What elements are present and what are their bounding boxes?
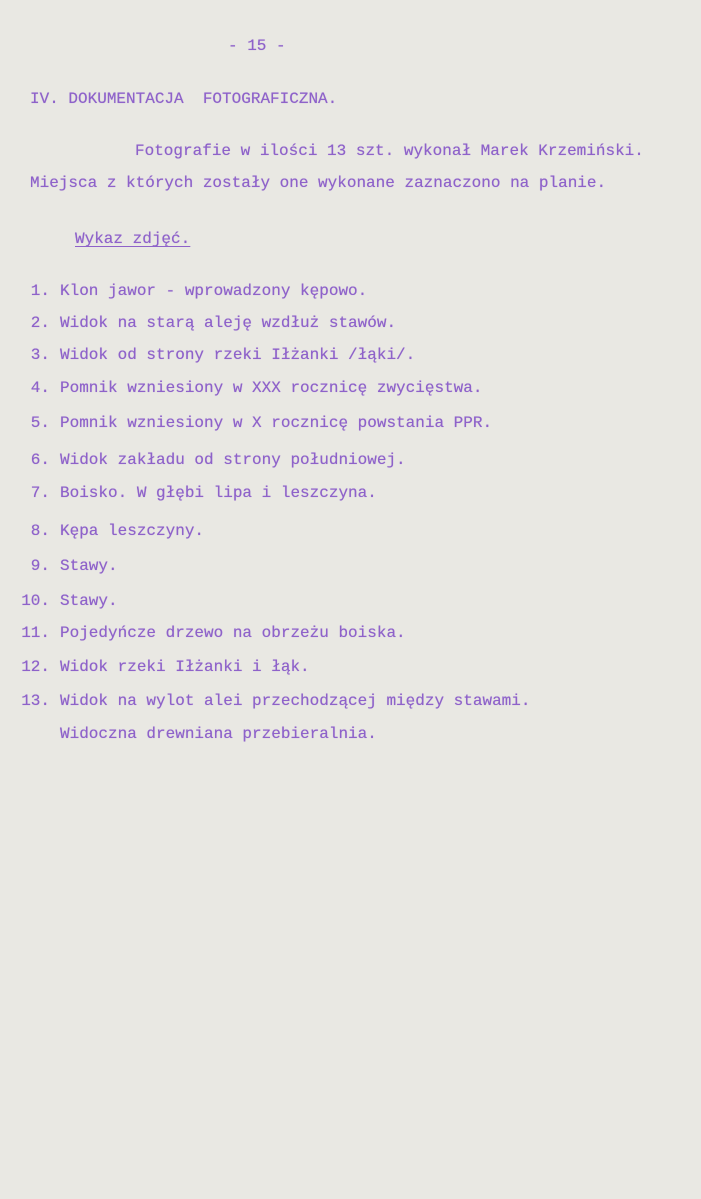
list-item-text: Widok od strony rzeki Iłżanki /łąki/. <box>60 346 416 364</box>
page-number: - 15 - <box>228 37 286 55</box>
list-item-number: 9. <box>30 557 50 575</box>
list-item <box>0 413 680 433</box>
list-item <box>0 623 680 643</box>
list-item-text: Widok zakładu od strony południowej. <box>60 451 406 469</box>
list-item-number: 11. <box>21 624 50 642</box>
list-item <box>0 313 680 333</box>
list-item-number: 12. <box>21 658 50 676</box>
list-item <box>0 657 680 677</box>
list-item-number: 2. <box>30 314 50 332</box>
list-item <box>0 691 680 711</box>
list-item-number: 1. <box>30 282 50 300</box>
section-heading: IV. DOKUMENTACJA FOTOGRAFICZNA. <box>30 90 338 108</box>
list-item-text: Pomnik wzniesiony w XXX rocznicę zwycięstwa. <box>60 379 483 397</box>
list-item-number: 3. <box>30 346 50 364</box>
list-item <box>0 345 680 365</box>
list-item-text: Stawy. <box>60 592 118 610</box>
list-item-number: 10. <box>21 592 50 610</box>
list-item <box>0 591 680 611</box>
list-item-number: 7. <box>30 484 50 502</box>
list-item-text: Widok na wylot alei przechodzącej między stawami. <box>60 692 531 710</box>
list-item-text: Pojedyńcze drzewo na obrzeżu boiska. <box>60 624 406 642</box>
list-item <box>0 450 680 470</box>
list-title: Wykaz zdjęć. <box>75 230 191 248</box>
list-item-text: Kępa leszczyny. <box>60 522 205 540</box>
list-item <box>0 378 680 398</box>
paragraph-line-2: Miejsca z których zostały one wykonane zaznaczono na planie. <box>30 174 607 192</box>
list-item-text: Boisko. W głębi lipa i leszczyna. <box>60 484 377 502</box>
list-item-text: Klon jawor - wprowadzony kępowo. <box>60 282 368 300</box>
list-item-text: Widok na starą aleję wzdłuż stawów. <box>60 314 397 332</box>
list-item-text: Pomnik wzniesiony w X rocznicę powstania PPR. <box>60 414 493 432</box>
paragraph-line-1: Fotografie w ilości 13 szt. wykonał Marek Krzemiński. <box>135 142 644 160</box>
list-item <box>0 521 680 541</box>
list-item-text: Stawy. <box>60 557 118 575</box>
list-item <box>0 483 680 503</box>
item-13-continuation: Widoczna drewniana przebieralnia. <box>60 725 377 743</box>
list-item-number: 13. <box>21 692 50 710</box>
list-item <box>0 281 680 301</box>
list-item-number: 6. <box>30 451 50 469</box>
list-item-number: 8. <box>30 522 50 540</box>
list-item-number: 5. <box>30 414 50 432</box>
list-item-number: 4. <box>30 379 50 397</box>
list-item-text: Widok rzeki Iłżanki i łąk. <box>60 658 310 676</box>
list-item <box>0 556 680 576</box>
